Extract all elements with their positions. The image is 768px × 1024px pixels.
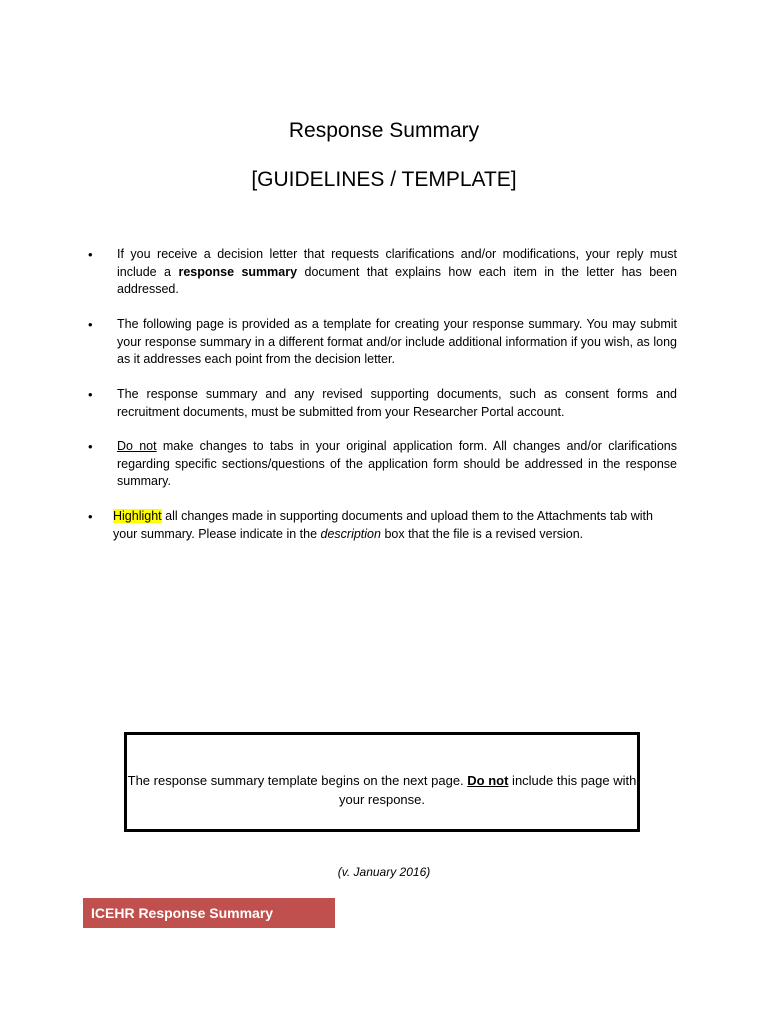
list-item-text: The response summary and any revised supporting documents, such as consent forms and recruitment documents, must be submitted from your Researcher Portal account. bbox=[117, 387, 677, 419]
notice-box bbox=[124, 732, 640, 832]
footer-bar bbox=[83, 898, 335, 928]
notice-text: The response summary template begins on the next page. Do not include this page with your response. bbox=[127, 773, 637, 807]
notice-emphasis: Do not bbox=[467, 773, 509, 788]
bullet-icon: • bbox=[88, 247, 93, 262]
footer-bar-label: ICEHR Response Summary bbox=[91, 905, 274, 921]
list-item-text: If you receive a decision letter that requests clarifications and/or modifications, your reply must include a response summary document that explains how each item in the letter has been addressed. bbox=[117, 247, 677, 296]
page-title: Response Summary bbox=[288, 119, 480, 142]
page-subtitle: [GUIDELINES / TEMPLATE] bbox=[251, 168, 517, 191]
bold-text: response summary bbox=[178, 264, 298, 279]
highlighted-text: Highlight bbox=[113, 509, 162, 523]
version-label: (v. January 2016) bbox=[337, 865, 431, 879]
list-item-text: Do not make changes to tabs in your original application form. All changes and/or clarifications regarding specific sections/questions of the application form should be addressed in the response summary. bbox=[117, 439, 677, 488]
bullet-icon: • bbox=[88, 439, 93, 454]
bullet-icon: • bbox=[88, 317, 93, 332]
italic-text: description bbox=[320, 526, 381, 541]
list-item-text: Highlight all changes made in supporting documents and upload them to the Attachments tab with your summary. Please indicate in the description box that the file is a revised version. bbox=[113, 509, 653, 541]
list-item-text: The following page is provided as a template for creating your response summary. You may submit your response summary in a different format and/or include additional information if you wish, as long as it addresses each point from the decision letter. bbox=[117, 317, 677, 366]
bullet-icon: • bbox=[88, 387, 93, 402]
bullet-icon: • bbox=[88, 509, 93, 524]
underlined-text: Do not bbox=[117, 439, 157, 453]
